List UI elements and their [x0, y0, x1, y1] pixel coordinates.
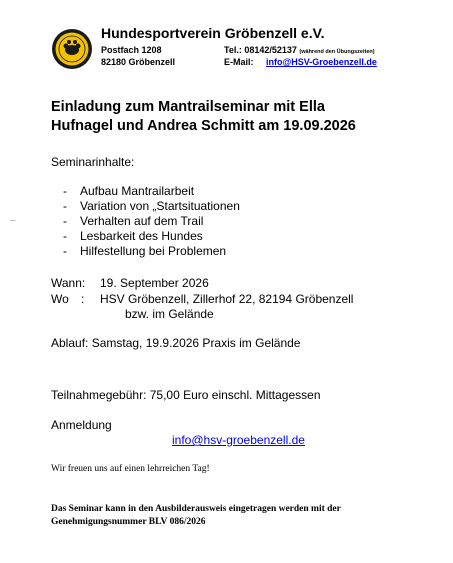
when-value: 19. September 2026 [100, 276, 209, 290]
where-value-2: bzw. im Gelände [125, 307, 214, 321]
footer-line-2: Genehmigungsnummer BLV 086/2026 [51, 517, 206, 527]
phone-line [224, 45, 375, 55]
email-label: E-Mail: [224, 57, 254, 67]
zip-city: 82180 Gröbenzell [101, 57, 176, 67]
stray-mark: – [10, 215, 16, 226]
list-item: - Aufbau Mantrailarbeit [63, 184, 195, 198]
phone: Tel.: 08142/52137 [224, 45, 297, 55]
registration-email-link[interactable]: info@hsv-groebenzell.de [172, 433, 305, 447]
schedule: Ablauf: Samstag, 19.9.2026 Praxis im Gelände [51, 336, 301, 350]
where-value-1: HSV Gröbenzell, Zillerhof 22, 82194 Gröbenzell [100, 292, 354, 306]
phone-note: (während den Übungszeiten) [299, 49, 375, 55]
org-name: Hundesportverein Gröbenzell e.V. [101, 25, 325, 41]
list-item: - Variation von „Startsituationen [63, 199, 240, 213]
footer-note [51, 503, 341, 529]
content-list [63, 184, 240, 259]
fee: Teilnahmegebühr: 75,00 Euro einschl. Mittagessen [51, 388, 321, 402]
email-line [224, 57, 377, 67]
closing-text: Wir freuen uns auf einen lehrreichen Tag! [51, 464, 210, 474]
page-title [51, 98, 356, 136]
list-item: - Hilfestellung bei Problemen [63, 244, 227, 258]
title-line-1: Einladung zum Mantrailseminar mit Ella [51, 99, 325, 115]
content-heading: Seminarinhalte: [51, 155, 135, 169]
registration-label: Anmeldung [51, 418, 112, 432]
when-label: Wann: [51, 276, 86, 290]
footer-line-1: Das Seminar kann in den Ausbilderausweis eingetragen werden mit der [51, 504, 341, 514]
where-label: Wo [51, 292, 69, 306]
list-item: - Lesbarkeit des Hundes [63, 229, 203, 243]
where-colon: : [81, 292, 85, 306]
title-line-2: Hufnagel und Andrea Schmitt am 19.09.2026 [51, 118, 356, 134]
po-box: Postfach 1208 [101, 45, 162, 55]
header-email-link[interactable]: info@HSV-Groebenzell.de [266, 57, 377, 67]
club-logo-icon [51, 28, 93, 70]
list-item: - Verhalten auf dem Trail [63, 214, 204, 228]
